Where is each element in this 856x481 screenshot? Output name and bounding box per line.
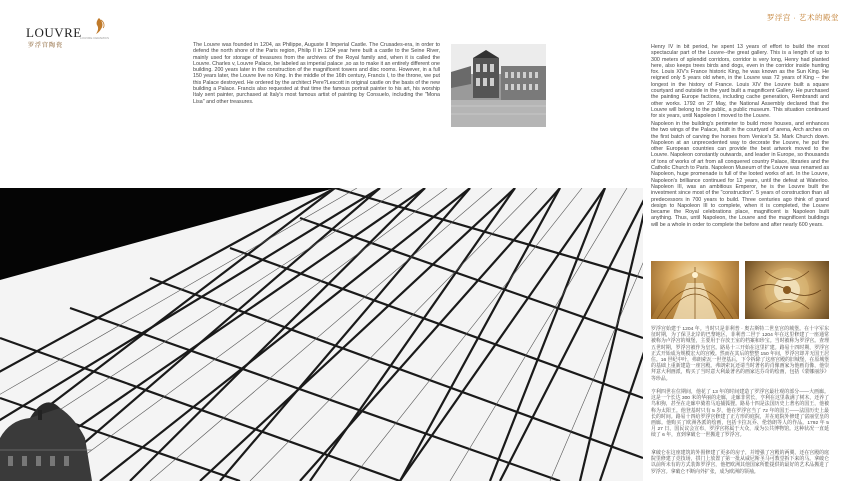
photo-golden-gallery-ceiling xyxy=(651,261,739,319)
photo-pyramid-glass-lattice xyxy=(0,188,643,481)
gallery-ceiling-illustration xyxy=(651,261,739,319)
english-paragraph-napoleon: Napoleon in the building's perimeter to build more houses, and enhances the two wings of the Palace, built in the courtyard of arena, Arch arches on the first batch of carving the horses from Venice's St. Mark Church down. Napoleon at an unprecedented way to decorate the Louvre, he put the other European countries can provide the best artwork moved to the Louvre. Napoleon constantly outwards, and leader in Europe, so thousands of tons of works of art from all conquered country Palace, libraries and the Catholic Church to Paris. Napoleon Museum of the Louvre was renamed as Napoleon, huge promenade is full of the looted works of art. In the Louvre, Napoleon's brilliance continued for 12 years, until the defeat at Waterloo. Napoleon III, was an ambitious Emperor, he is the Louvre built the investment since most of the "construction". 5 years of construction than all predecessors in 700 years to build. Three centuries ago think of grand design to Napoleon III to complete, when it is completed, the Louvre became the Royal celebrations place, magnificent is Napoleon built anything. Thus, until Napoleon, the Louvre and the magnificent buildings will be a whole in order to complete the before and after nearly 600 years. xyxy=(651,121,829,228)
pyramid-lattice-illustration xyxy=(0,188,643,481)
logo-chinese-name: 罗浮宫陶瓷 xyxy=(28,43,64,49)
palace-facade-illustration xyxy=(451,44,546,127)
photo-louvre-palace-facade xyxy=(451,44,546,127)
golden-ornament-illustration xyxy=(745,261,829,319)
chinese-paragraph-kings: 亨利四世在位期间，他花了 13 年的时间建造了罗浮宫最壮观的部分——大画廊。这是一个长达 300 米的华丽的走廊，走廊非常长，亨利在这里栽满了树木，还养了鸟和狗，甚至在走廊中骑着马追捕狐狸。路易十四是法国历史上著名的国王，他被称为太阳王。他登基时只有 5 岁，他在罗浮宫当了 72 年的国王——法国历史上最长的时间。路易十四给罗浮宫修建了正方形的庭院，并在庭院外修建了富丽堂皇的画廊。他购买了欧洲各派的绘画，包括卡拉瓦乔、伦勃朗等人的作品。1792 年 5 月 27 日，国民议会宣布，罗浮宫将属于大众，成为公共博物馆。这种状况一直延续了 6 年，直到拿破仑一世搬进了罗浮宫。 xyxy=(651,390,829,439)
phoenix-icon xyxy=(92,17,106,35)
logo-wordmark: LOUVRE xyxy=(26,25,82,40)
logo-tagline: LOUVRE CERAMICS xyxy=(80,36,110,40)
english-paragraph-history: The Louvre was founded in 1204, as Philippe, Auguste II Imperial Castle. The Crusades-era, in order to defend the north shore of the Paris region, Philip II in 1204 year here built a castle to the Seine River, mainly used for storage of treasures from the archives of the Royal family and, when it is called the Louvre. Charles v, Louvre Palace, be labeled as imperial palace ,so as to make it an entirely different one building. 200 years later in the construction of the magnificent towers and disc rooms. However, in a full 150 years later, the Louvre live no King. In the middle of the 16th century, Francis I, to the throne, we put this Palace destroyed. He ordered by the architect Pere?Lescott in original castle on the basis of the new building a Palace. Francis also requested at that time the famous portrait painter to his art, his worship Italy sent painter, purchased at Italy's most famous artist of painting by Consuelo, including the "Mona Lisa" and other treasures. xyxy=(193,42,440,105)
photo-golden-ornament xyxy=(745,261,829,319)
chinese-paragraph-history: 罗浮宫始建于 1204 年。当时只是菲利普 · 奥古斯特二世皇宫的城堡。在十字军东征时期，为了保卫北岸的巴黎地区，菲利普二世于 1204 年在这里修建了一座通常被称为卢浮宫的城堡，主要用于存放王室的档案和珍宝。当时被称为罗浮宫。查理五世时期，罗浮宫被作为皇宫。路易十三开始在这里扩建。路易十四时期，罗浮宫正式开始成为规模宏大的宫殿。然而在其后的整整 150 年间，罗浮宫却并无国王居住。16 世纪中叶，弗朗索瓦一世登基后，下令拆除了这座宫殿的旧城堡，在原城堡的基础上重新建造一座宫殿。弗朗索瓦还请当时著名的肖像画家为他画肖像，他崇拜意大利画派，购买了当时意大利最著名的画家达芬奇的绘画，包括《蒙娜丽莎》等珍品。 xyxy=(651,327,829,382)
page-title: 罗浮宫 · 艺术的殿堂 xyxy=(766,13,839,22)
chinese-paragraph-napoleon: 拿破仑在这座建筑的外围修建了更多的房子，并增强了宫殿的两翼，还在宫殿的庭院里修建了竞技场，拱门上放置了第一批从威尼斯圣马可教堂拆下来的马。拿破仑以前所未有的方式装饰罗浮宫，他把欧洲其他国家所能提供的最好的艺术品搬进了罗浮宫。拿破仑不断向外扩张，成为欧洲的领袖。 xyxy=(651,451,829,475)
louvre-logo xyxy=(12,12,112,52)
english-paragraph-kings: Henry IV in bit period, he spent 13 years of effort to build the most spectacular part of the Louvre--the great gallery. This is a length of up to 300 meters of splendid corridors, corridor is very long, Henry had planted here, also keeps trees birds and dogs, even in the corridor inside hunting fox. Louis XIV's France historic King, he was known as the Sun King. He reigned only 5 years old when, in the Louvre was 72 years of King -- the longest in the history of France. Louis XIV the Louvre built a square courtyard and outside in the yard built a magnificent Gallery. He purchased the painting Europe factions, including cache generation, Rembrandt and other works. 1792 on 27 May, the National Assembly declared that the Louvre will belong to the public, a public museum. This situation continued for six years, until Napoleon I moved to the Louvre. xyxy=(651,44,829,120)
